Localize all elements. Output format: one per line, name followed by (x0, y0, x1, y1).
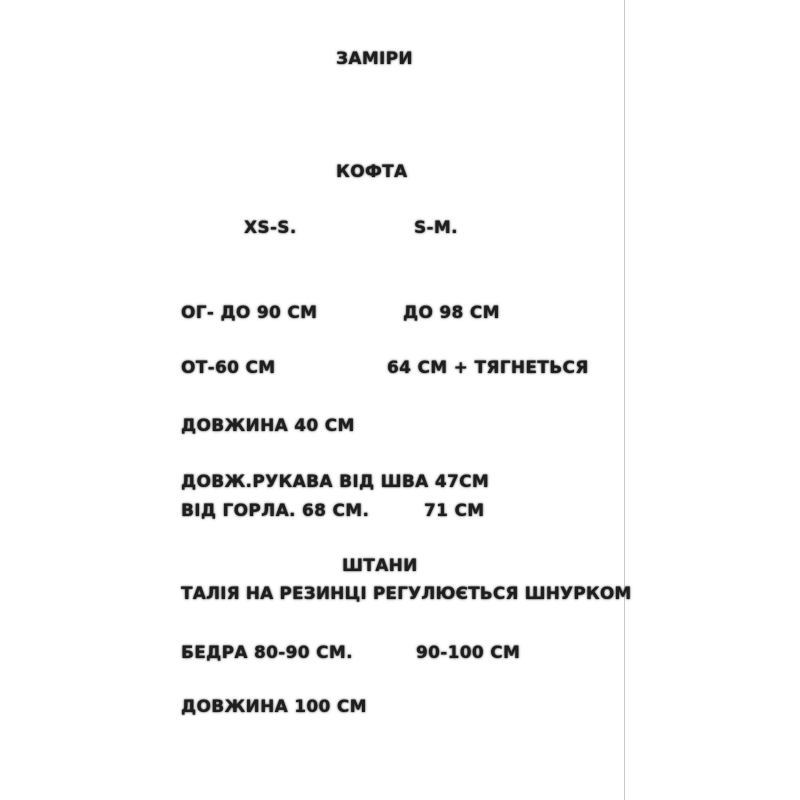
hips-row-value-2: 90-100 СМ (416, 643, 521, 663)
hips-row-label: БЕДРА 80-90 СМ. (181, 643, 353, 663)
pants-length-row-label: ДОВЖИНА 100 СМ (181, 697, 367, 717)
pants-heading: ШТАНИ (342, 556, 418, 576)
page-title: ЗАМІРИ (336, 49, 413, 69)
measurements-sheet (170, 0, 624, 800)
neck-row-label: ВІД ГОРЛА. 68 СМ. (181, 501, 370, 521)
size-label-s-m: S-M. (414, 218, 458, 238)
waist-row-label: ОТ-60 СМ (181, 358, 276, 378)
waist-row-value-2: 64 СМ + ТЯГНЕТЬСЯ (387, 358, 589, 378)
sheet-edge-divider (624, 0, 625, 800)
chest-row-value-2: ДО 98 СМ (403, 303, 500, 323)
pants-waist-note: ТАЛІЯ НА РЕЗИНЦІ РЕГУЛЮЄТЬСЯ ШНУРКОМ (181, 584, 632, 604)
neck-row-value-2: 71 СМ (424, 501, 485, 521)
sleeve-row-label: ДОВЖ.РУКАВА ВІД ШВА 47СМ (181, 472, 490, 492)
top-heading: КОФТА (336, 162, 408, 182)
size-label-xs-s: XS-S. (244, 218, 297, 238)
chest-row-label: ОГ- ДО 90 СМ (181, 303, 318, 323)
length-row-label: ДОВЖИНА 40 СМ (181, 416, 355, 436)
